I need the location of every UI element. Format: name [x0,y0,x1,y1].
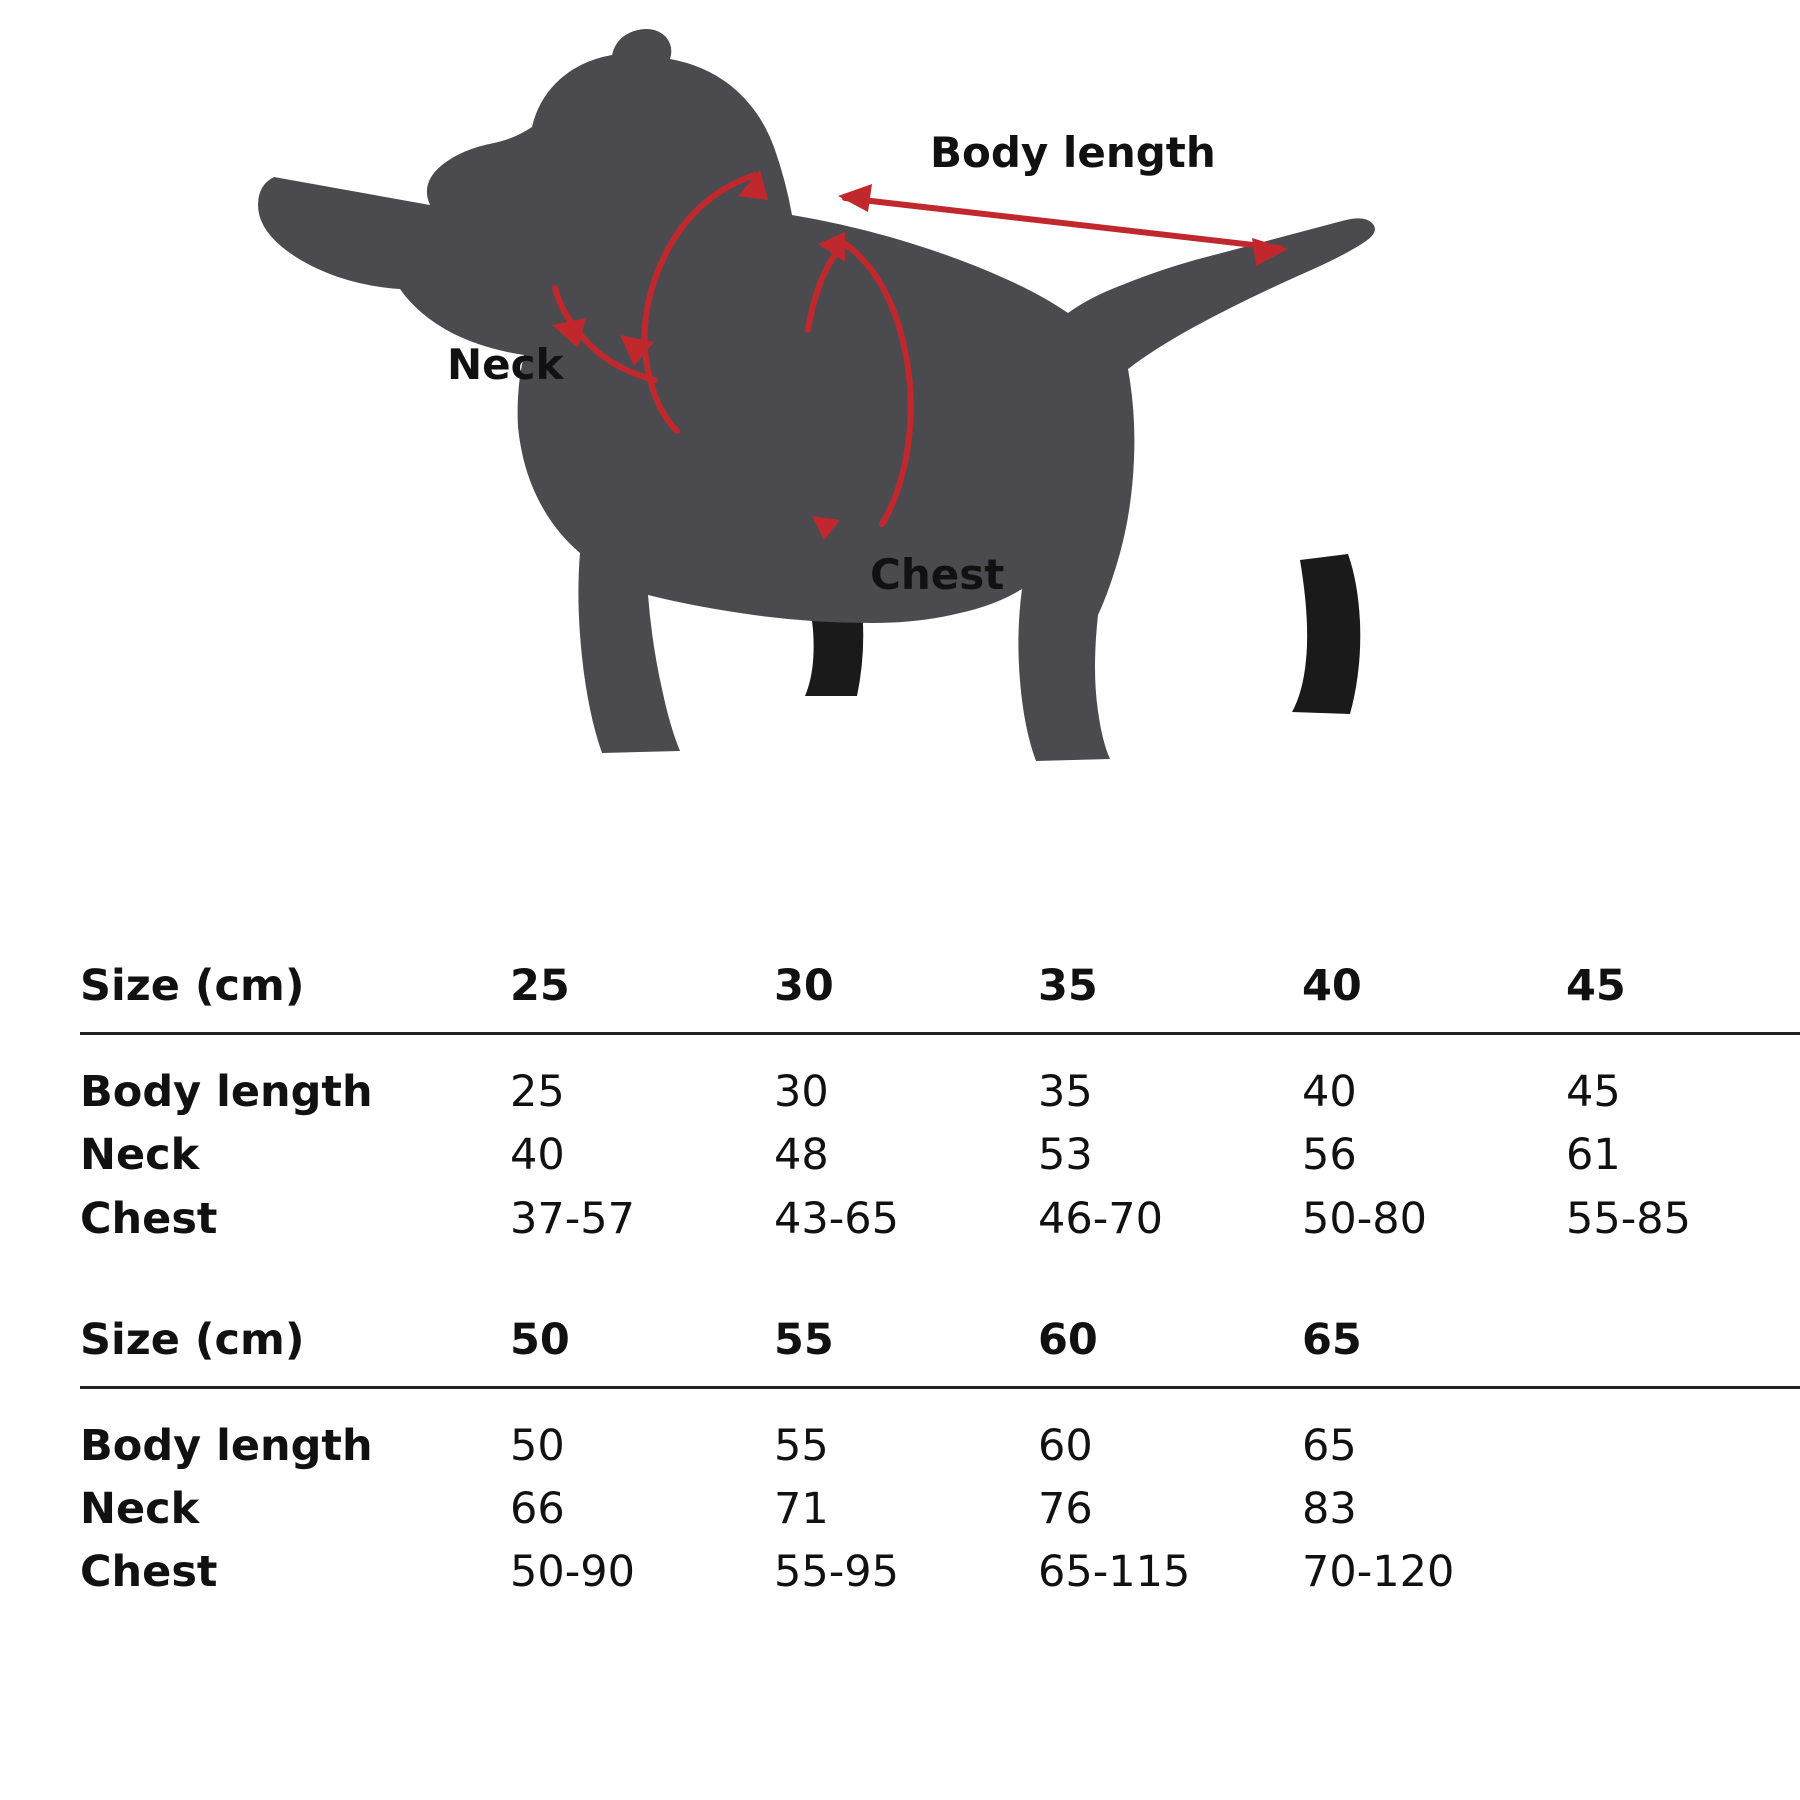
header-cell [1566,1309,1800,1388]
table-cell: 60 [1038,1421,1093,1472]
table-cell: 83 [1302,1484,1357,1535]
table-cell: 25 [510,1067,565,1118]
header-cell: Size (cm) [80,1309,510,1388]
size-table-small [80,955,1800,1251]
diagram-label-chest: Chest [870,550,1005,599]
table-cell: 65 [1302,1421,1357,1472]
header-cell: 30 [774,955,1038,1034]
header-cell: 35 [1038,955,1302,1034]
row-label: Chest [80,1547,218,1598]
row-label: Neck [80,1484,200,1535]
table-cell [1566,1541,1800,1604]
header-cell: 40 [1302,955,1566,1034]
table-row [80,1034,1800,1125]
table-cell: 55-85 [1566,1193,1691,1244]
table-cell: 43-65 [774,1193,899,1244]
row-label: Body length [80,1421,373,1472]
diagram-label-body-length: Body length [930,128,1216,177]
row-label: Chest [80,1193,218,1244]
table-cell: 53 [1038,1130,1093,1181]
table-cell: 46-70 [1038,1193,1163,1244]
dog-silhouette-svg [0,0,1800,790]
table-cell [1566,1478,1800,1541]
table-cell: 55 [774,1421,829,1472]
header-cell: 55 [774,1309,1038,1388]
table-cell: 76 [1038,1484,1093,1535]
size-tables [0,955,1800,1605]
table-cell: 66 [510,1484,565,1535]
table-cell: 61 [1566,1130,1621,1181]
table-cell: 30 [774,1067,829,1118]
table-row [80,1124,1800,1187]
header-cell: Size (cm) [80,955,510,1034]
dog-measurement-diagram [0,0,1800,790]
table-cell: 40 [510,1130,565,1181]
table-cell [1566,1388,1800,1479]
table-row [80,1388,1800,1479]
row-label: Body length [80,1067,373,1118]
table-cell: 56 [1302,1130,1357,1181]
table-cell: 50-80 [1302,1193,1427,1244]
header-cell: 60 [1038,1309,1302,1388]
table-cell: 48 [774,1130,829,1181]
table-header-row [80,955,1800,1034]
table-cell: 71 [774,1484,829,1535]
header-cell: 25 [510,955,774,1034]
table-cell: 70-120 [1302,1547,1455,1598]
body-length-arrowhead-left [838,184,872,212]
table-header-row [80,1309,1800,1388]
header-cell: 45 [1566,955,1800,1034]
diagram-label-neck: Neck [447,340,564,389]
table-cell: 50 [510,1421,565,1472]
table-cell: 55-95 [774,1547,899,1598]
table-row [80,1478,1800,1541]
header-cell: 65 [1302,1309,1566,1388]
table-cell: 50-90 [510,1547,635,1598]
row-label: Neck [80,1130,200,1181]
header-cell: 50 [510,1309,774,1388]
table-cell: 40 [1302,1067,1357,1118]
table-row [80,1541,1800,1604]
size-table-large [80,1309,1800,1605]
table-cell: 35 [1038,1067,1093,1118]
table-cell: 45 [1566,1067,1621,1118]
table-cell: 37-57 [510,1193,635,1244]
body-length-line [845,198,1280,248]
table-cell: 65-115 [1038,1547,1191,1598]
table-row [80,1188,1800,1251]
